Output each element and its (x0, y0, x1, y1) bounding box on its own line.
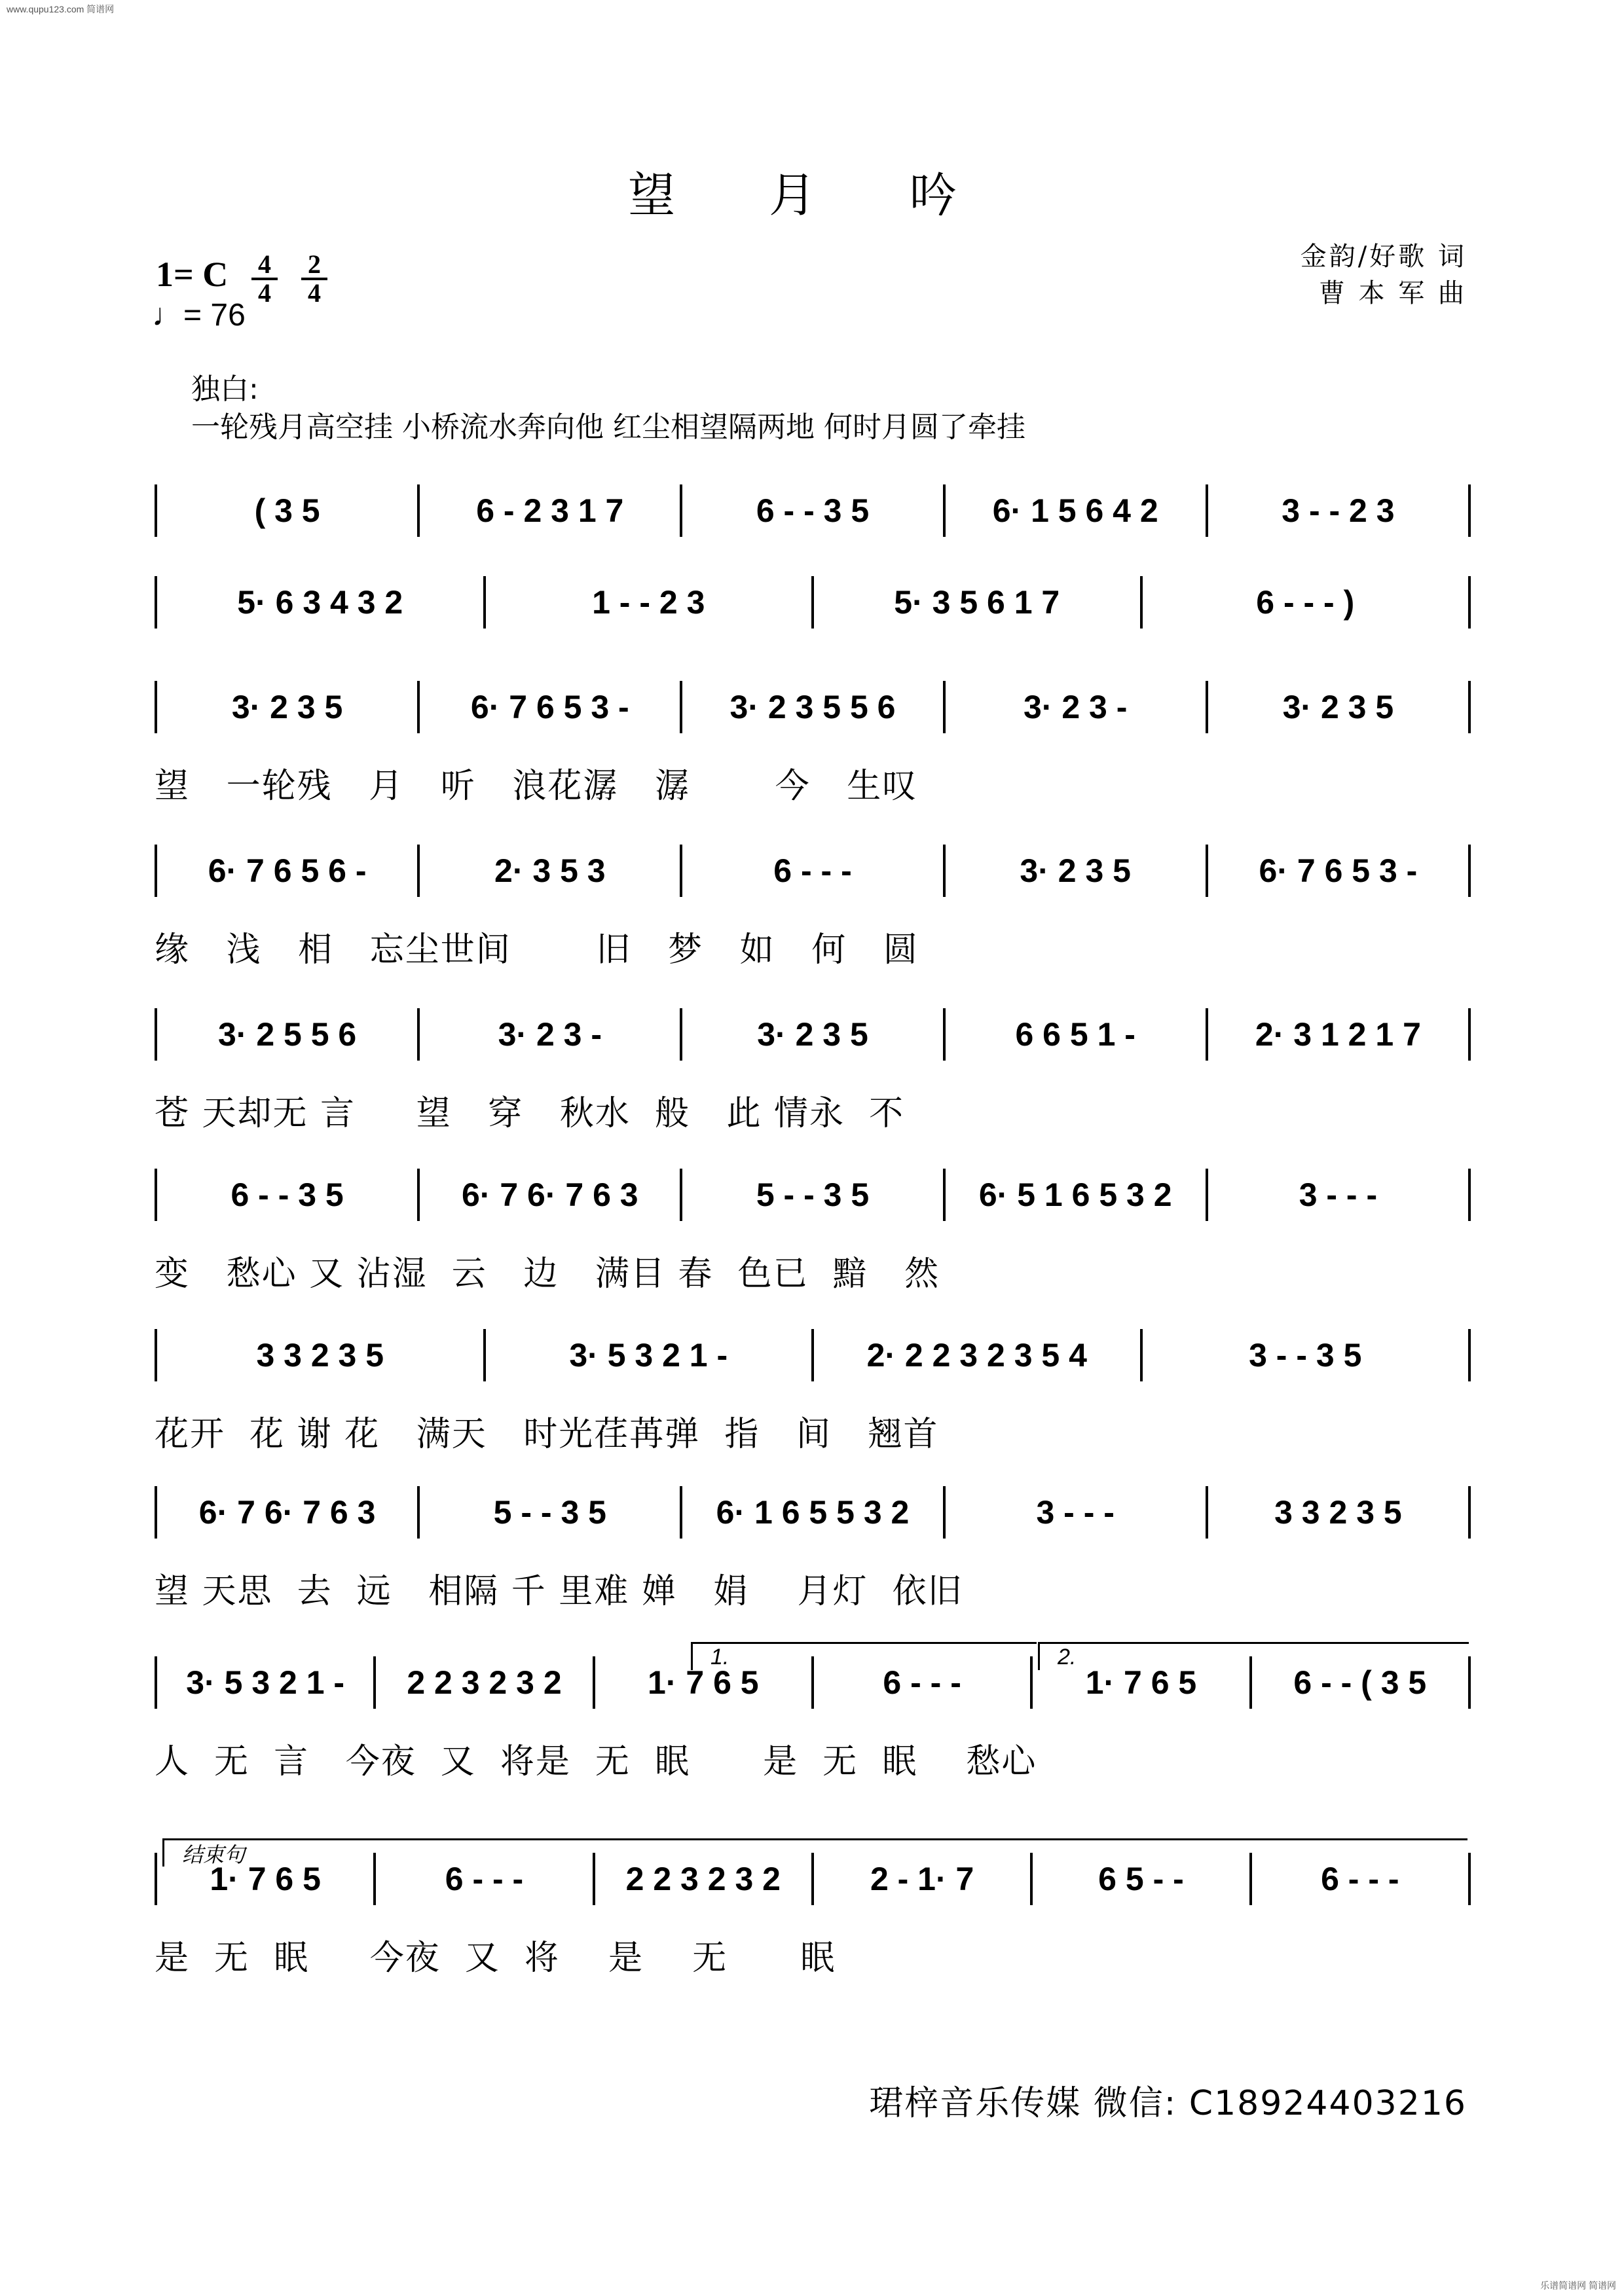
measure: 2 - 1· 7 (814, 1853, 1033, 1905)
notes-line (155, 1169, 1471, 1221)
notes-line (155, 576, 1471, 629)
measure: 6 - - - (1252, 1853, 1471, 1905)
measure: 3· 2 3 5 (682, 1008, 945, 1061)
measure: 3· 2 3 5 (155, 681, 420, 733)
measure: 6 - - 3 5 (155, 1169, 420, 1221)
measure: 6· 7 6 5 3 - (420, 681, 682, 733)
lyrics-line: 缘 浅 相 忘尘世间 旧 梦 如 何 圆 (155, 930, 919, 970)
measure: 2· 2 2 3 2 3 5 4 (814, 1329, 1143, 1381)
notes-line (155, 484, 1471, 537)
measure: 3· 5 3 2 1 - (486, 1329, 815, 1381)
measure: 6 - - - (376, 1853, 595, 1905)
measure: 5· 3 5 6 1 7 (814, 576, 1143, 629)
time-signature-4-4 (251, 249, 278, 308)
measure: 6 - - - (814, 1656, 1033, 1709)
measure: 6· 1 6 5 5 3 2 (682, 1486, 945, 1539)
measure: 3 3 2 3 5 (1208, 1486, 1471, 1539)
coda-bracket (162, 1838, 1467, 1867)
measure: 6 6 5 1 - (946, 1008, 1208, 1061)
measure: ( 3 5 (155, 484, 420, 537)
second-ending-bracket (1038, 1642, 1469, 1670)
lyrics-line: 人 无 言 今夜 又 将是 无 眠 是 无 眠 愁心 (155, 1742, 1037, 1781)
notes-line (155, 1008, 1471, 1061)
time-num: 4 (258, 249, 271, 279)
monologue-label: 独白: (191, 373, 259, 406)
time-num: 2 (308, 249, 321, 279)
watermark-top: www.qupu123.com 简谱网 (7, 4, 115, 14)
measure: 1· 7 6 5 (155, 1853, 376, 1905)
measure: 2 2 3 2 3 2 (376, 1656, 595, 1709)
measure: 1· 7 6 5 (1033, 1656, 1251, 1709)
lyrics-line: 望 一轮残 月 听 浪花潺 潺 今 生叹 (155, 767, 918, 806)
composer: 曹 本 军 曲 (1318, 278, 1467, 308)
time-signature-2-4 (301, 249, 327, 308)
measure: 3 - - 3 5 (1143, 1329, 1471, 1381)
measure: 6· 7 6· 7 6 3 (155, 1486, 420, 1539)
watermark-bottom: 乐谱简谱网 简谱网 (1540, 2280, 1616, 2291)
monologue-text: 一轮残月高空挂 小桥流水奔向他 红尘相望隔两地 何时月圆了牵挂 (191, 410, 1025, 444)
measure: 3· 2 5 5 6 (155, 1008, 420, 1061)
credits (1301, 238, 1467, 312)
first-ending-label: 1. (710, 1645, 729, 1669)
measure: 6 - 2 3 1 7 (420, 484, 682, 537)
measure: 3 - - 2 3 (1208, 484, 1471, 537)
measure: 1 - - 2 3 (486, 576, 815, 629)
key-signature: 1= C (156, 255, 229, 294)
measure: 6· 7 6 5 3 - (1208, 845, 1471, 897)
measure: 3· 5 3 2 1 - (155, 1656, 376, 1709)
notes-line (155, 845, 1471, 897)
tempo-marking: ♩= 76 (152, 298, 246, 333)
measure: 2· 3 1 2 1 7 (1208, 1008, 1471, 1061)
measure: 5· 6 3 4 3 2 (155, 576, 486, 629)
measure: 2· 3 5 3 (420, 845, 682, 897)
measure: 6 - - 3 5 (682, 484, 945, 537)
measure: 2 2 3 2 3 2 (595, 1853, 814, 1905)
notes-line (155, 1486, 1471, 1539)
measure: 6 5 - - (1033, 1853, 1251, 1905)
measure: 3· 2 3 5 (1208, 681, 1471, 733)
measure: 6· 1 5 6 4 2 (946, 484, 1208, 537)
second-ending-label: 2. (1058, 1645, 1077, 1669)
notes-line (155, 681, 1471, 733)
measure: 6· 7 6· 7 6 3 (420, 1169, 682, 1221)
coda-label: 结束句 (182, 1842, 246, 1867)
measure: 3 3 2 3 5 (155, 1329, 486, 1381)
measure: 3· 2 3 - (946, 681, 1208, 733)
measure: 3· 2 3 5 (946, 845, 1208, 897)
notes-line (155, 1329, 1471, 1381)
measure: 6 - - - ) (1143, 576, 1471, 629)
measure: 6 - - - (682, 845, 945, 897)
lyrics-line: 花开 花 谢 花 满天 时光荏苒弹 指 间 翘首 (155, 1415, 939, 1454)
lyrics-line: 望 天思 去 远 相隔 千 里难 婵 娟 月灯 依旧 (155, 1572, 963, 1611)
lyricist: 金韵/好歌 词 (1300, 242, 1467, 272)
song-title: 望 月 吟 (628, 168, 996, 223)
measure: 3 - - - (946, 1486, 1208, 1539)
measure: 5 - - 3 5 (420, 1486, 682, 1539)
footer-contact: 珺梓音乐传媒 微信: C18924403216 (869, 2084, 1467, 2123)
measure: 3· 2 3 5 5 6 (682, 681, 945, 733)
measure: 6· 7 6 5 6 - (155, 845, 420, 897)
measure: 1· 7 6 5 (595, 1656, 814, 1709)
first-ending-bracket (691, 1642, 1037, 1670)
lyrics-line: 是 无 眠 今夜 又 将 是 无 眠 (155, 1939, 836, 1978)
measure: 3· 2 3 - (420, 1008, 682, 1061)
lyrics-line: 变 愁心 又 沾湿 云 边 满目 春 色已 黯 然 (155, 1254, 940, 1294)
measure: 3 - - - (1208, 1169, 1471, 1221)
measure: 5 - - 3 5 (682, 1169, 945, 1221)
time-den: 4 (258, 278, 271, 308)
time-den: 4 (308, 278, 321, 308)
lyrics-line: 苍 天却无 言 望 穿 秋水 般 此 情永 不 (155, 1094, 905, 1133)
measure: 6 - - ( 3 5 (1252, 1656, 1471, 1709)
measure: 6· 5 1 6 5 3 2 (946, 1169, 1208, 1221)
